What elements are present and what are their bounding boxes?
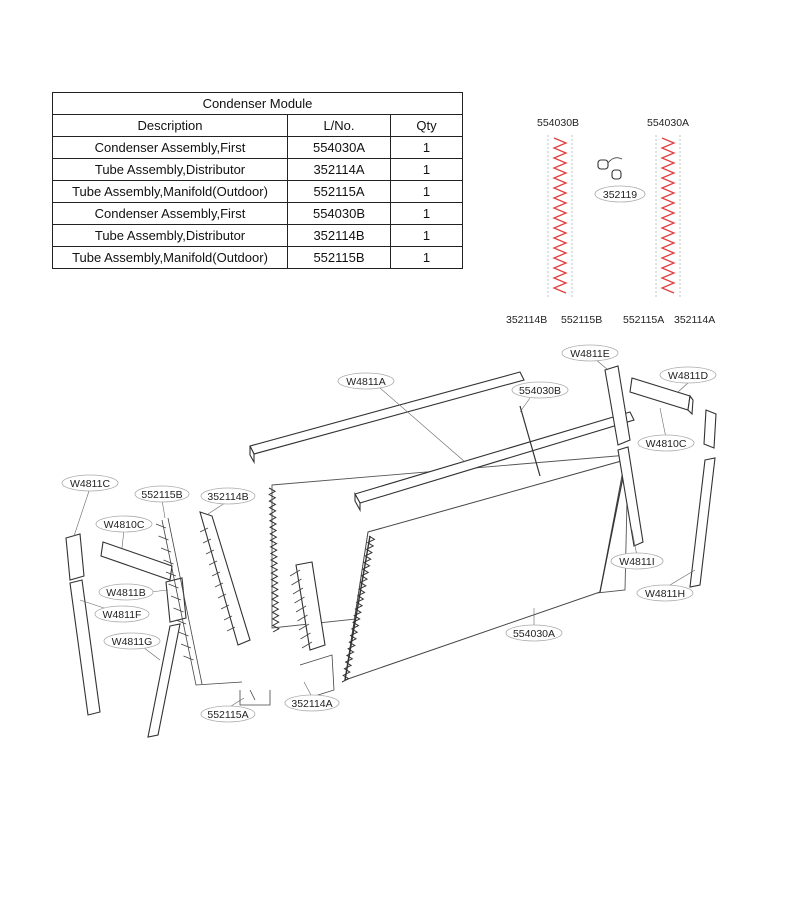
row-qty: 1	[391, 225, 463, 247]
label-bottom-2: 552115B	[561, 314, 603, 326]
label-w4811e: W4811E	[570, 348, 610, 360]
row-description: Condenser Assembly,First	[53, 203, 288, 225]
connector-piece	[598, 160, 608, 169]
label-w4811b: W4811B	[106, 587, 146, 599]
row-lno: 352114A	[288, 159, 391, 181]
row-qty: 1	[391, 181, 463, 203]
label-552115a: 552115A	[207, 709, 249, 721]
label-352114a: 352114A	[291, 698, 333, 710]
condenser-panels	[272, 455, 628, 680]
row-description: Tube Assembly,Distributor	[53, 225, 288, 247]
label-w4811h: W4811H	[644, 588, 686, 600]
row-qty: 1	[391, 247, 463, 269]
channel-w4811d-post	[704, 410, 716, 448]
row-qty: 1	[391, 137, 463, 159]
row-description: Condenser Assembly,First	[53, 137, 288, 159]
label-bottom-4: 352114A	[674, 314, 716, 326]
row-lno: 552115B	[288, 247, 391, 269]
label-bottom-1: 352114B	[506, 314, 548, 326]
header-description: Description	[53, 115, 288, 137]
label-554030a: 554030A	[512, 628, 556, 640]
tube-552115a	[240, 690, 270, 705]
row-qty: 1	[391, 159, 463, 181]
top-coil-view	[506, 117, 715, 326]
row-description: Tube Assembly,Distributor	[53, 159, 288, 181]
channel-w4811c	[66, 534, 84, 580]
table-title: Condenser Module	[53, 93, 463, 115]
connector-piece	[612, 170, 621, 179]
coil-a-tubes	[662, 138, 674, 293]
connector-bend	[608, 158, 622, 163]
label-w4811a: W4811A	[346, 376, 386, 388]
label-w4811g: W4811G	[111, 636, 153, 648]
row-lno: 554030A	[288, 137, 391, 159]
channel-w4811f	[70, 580, 100, 715]
row-description: Tube Assembly,Manifold(Outdoor)	[53, 247, 288, 269]
label-w4811i: W4811I	[619, 556, 655, 568]
label-coil-a-top: 554030A	[647, 117, 690, 129]
tube-352114a-base	[300, 655, 334, 700]
tube-352114b	[200, 512, 250, 645]
row-lno: 554030B	[288, 203, 391, 225]
label-w4811c: W4811C	[69, 478, 111, 490]
connector-352119	[598, 158, 622, 179]
label-connector: 352119	[602, 189, 638, 201]
row-lno: 352114B	[288, 225, 391, 247]
row-qty: 1	[391, 203, 463, 225]
header-qty: Qty	[391, 115, 463, 137]
header-lno: L/No.	[288, 115, 391, 137]
channel-w4811h	[690, 458, 715, 587]
row-description: Tube Assembly,Manifold(Outdoor)	[53, 181, 288, 203]
label-bottom-3: 552115A	[623, 314, 665, 326]
label-552115b: 552115B	[141, 489, 183, 501]
tube-552115a-bend	[250, 690, 255, 700]
label-w4811f: W4811F	[102, 609, 142, 621]
leader	[678, 383, 688, 392]
leader	[74, 488, 90, 536]
leader	[660, 408, 666, 438]
label-w4811d: W4811D	[667, 370, 709, 382]
label-w4810c-right: W4810C	[645, 438, 687, 450]
leader	[122, 530, 124, 548]
label-554030b: 554030B	[518, 385, 562, 397]
leader	[162, 500, 165, 518]
label-352114b: 352114B	[207, 491, 249, 503]
label-coil-b-top: 554030B	[537, 117, 580, 129]
label-w4810c-left: W4810C	[103, 519, 145, 531]
channel-w4811e	[605, 366, 630, 445]
leader	[520, 398, 530, 412]
coil-b-tubes	[554, 138, 566, 293]
row-lno: 552115A	[288, 181, 391, 203]
bracket-w4810c	[101, 542, 172, 580]
